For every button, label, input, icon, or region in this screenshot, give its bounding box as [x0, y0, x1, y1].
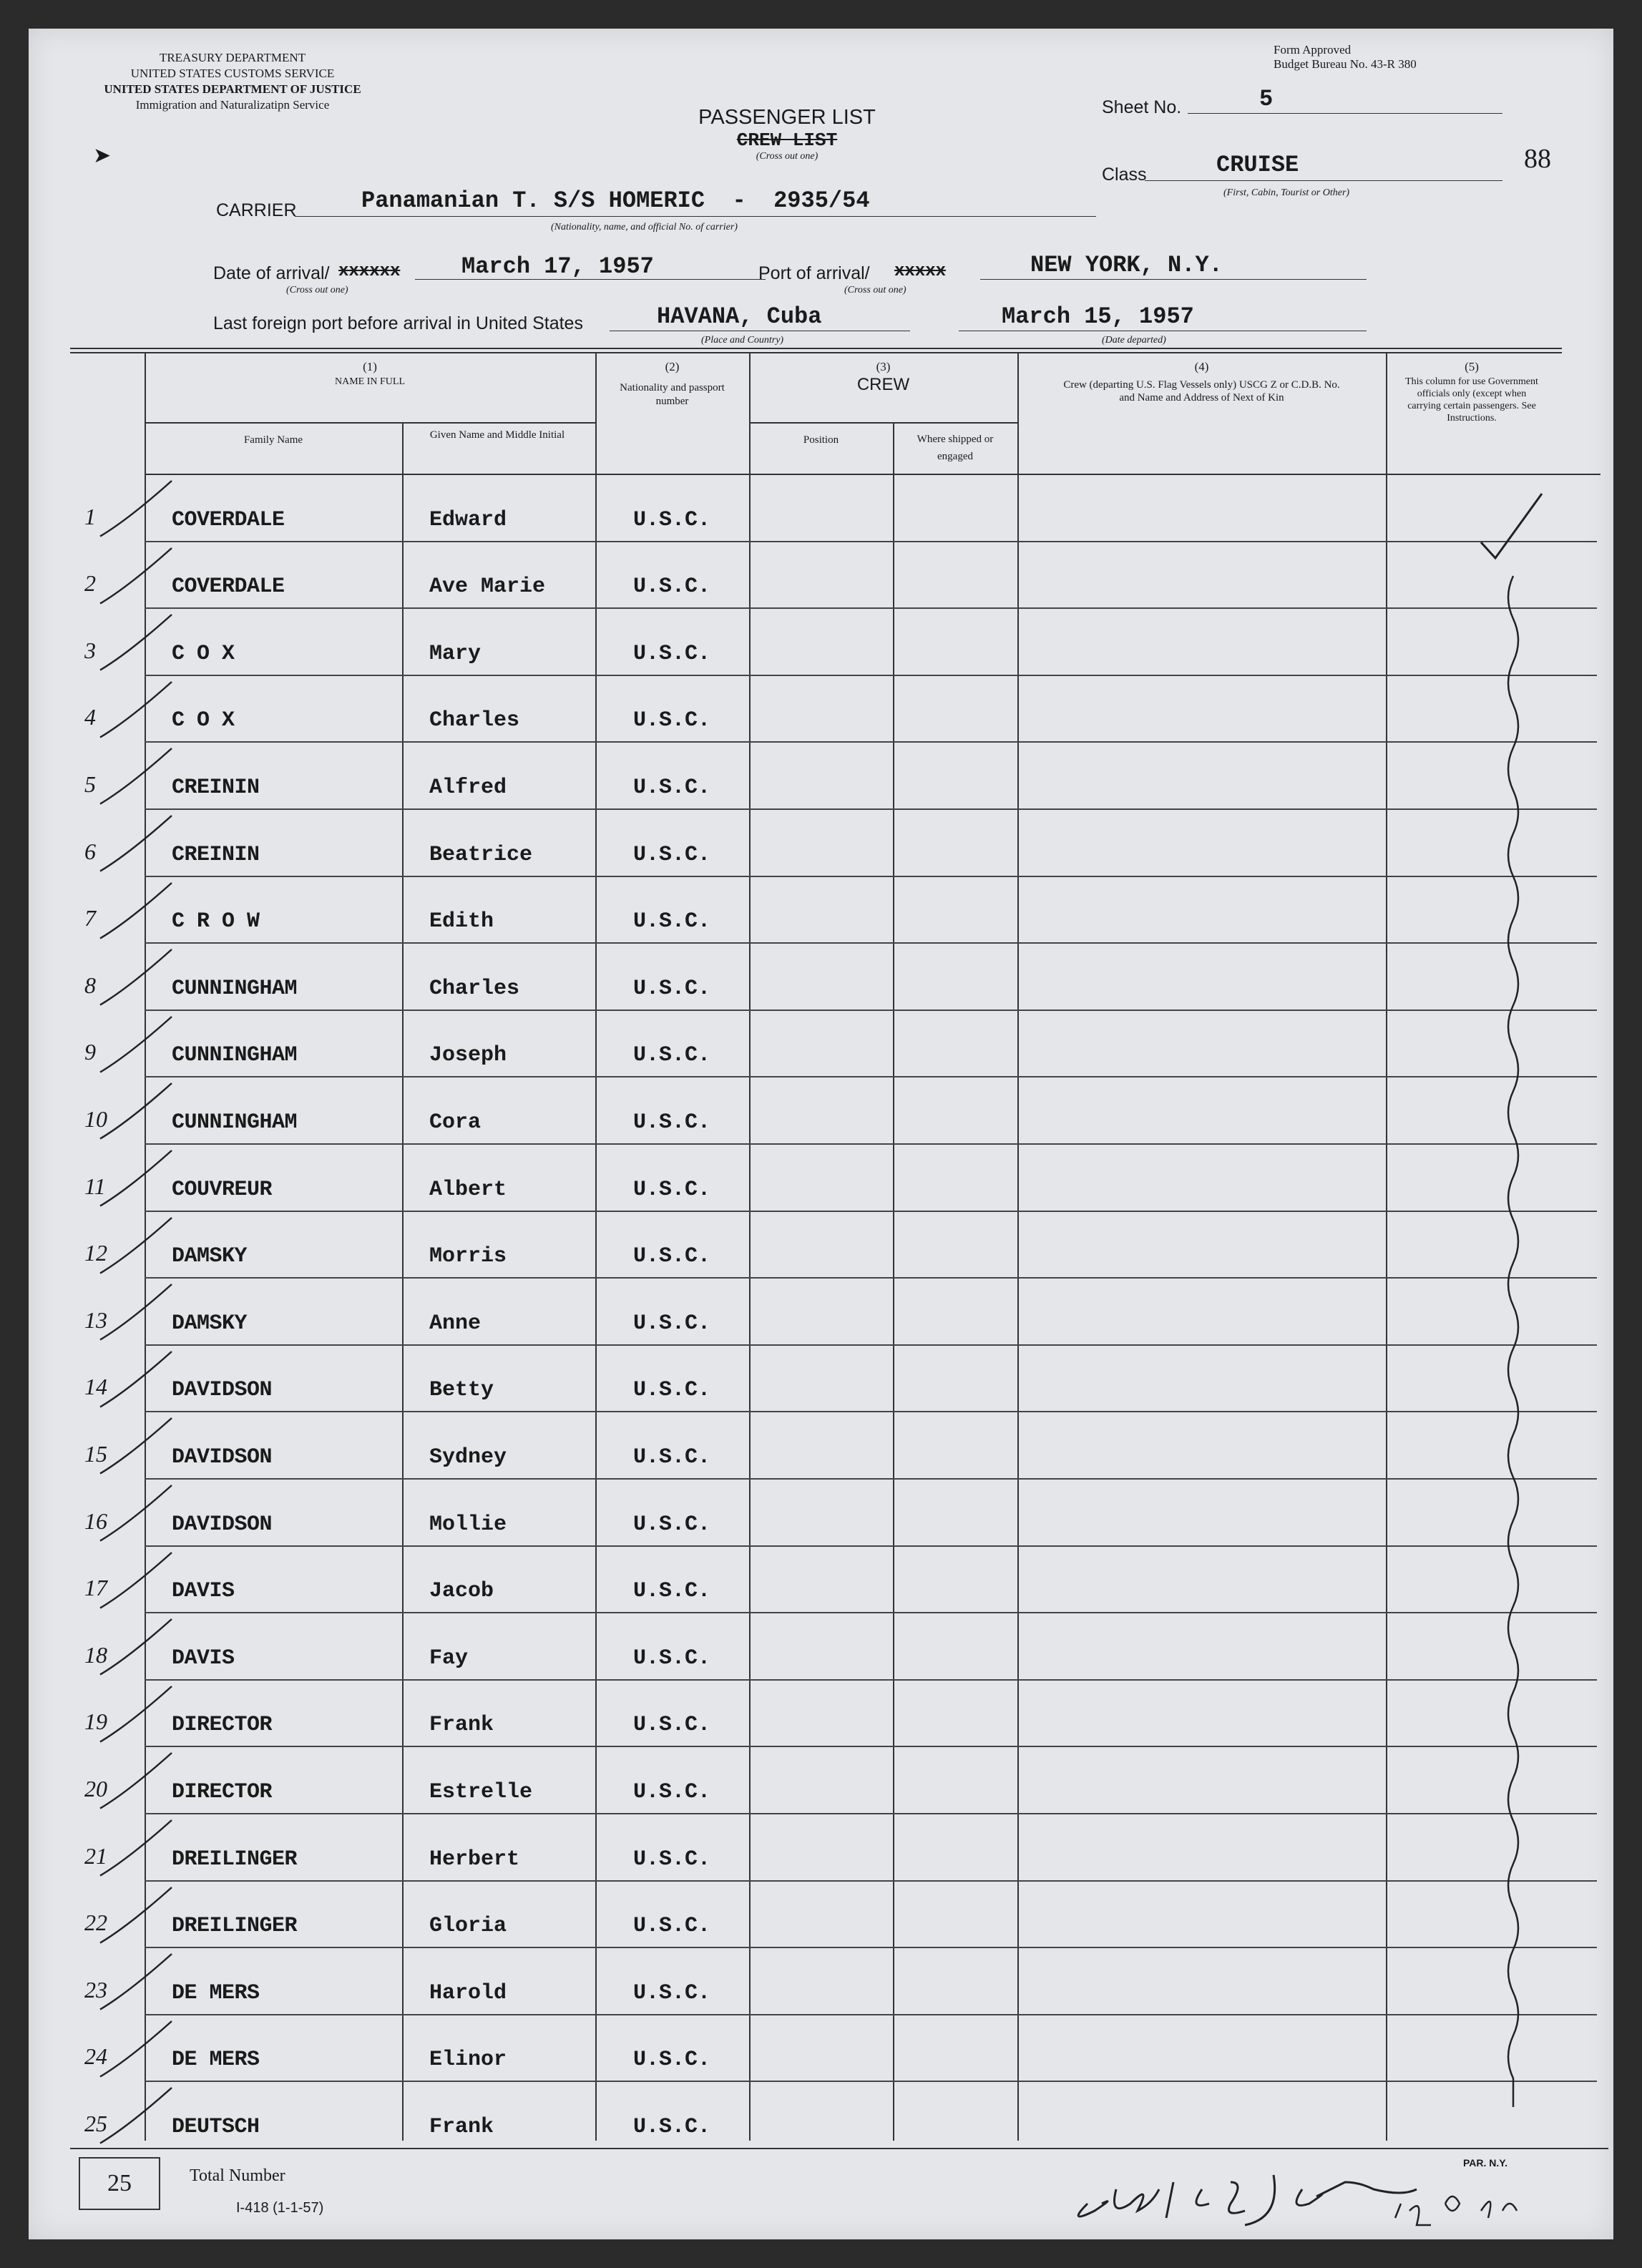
table-row	[29, 675, 1613, 742]
family-name-cell: DAMSKY	[172, 1311, 248, 1336]
nationality-cell: U.S.C.	[633, 1980, 711, 2005]
table-row	[29, 876, 1613, 943]
table-row	[29, 2014, 1613, 2081]
agency-line-4: Immigration and Naturalizatipn Service	[135, 98, 330, 112]
tick-stroke	[100, 1686, 172, 1742]
arrival-date-label: Date of arrival/	[213, 263, 330, 283]
row-number: 2	[84, 570, 96, 597]
given-name-cell: Morris	[429, 1244, 507, 1269]
tick-mark-icon	[79, 1880, 200, 1947]
col1-header	[145, 359, 595, 389]
family-name-cell: CUNNINGHAM	[172, 976, 298, 1001]
table-row	[29, 741, 1613, 808]
tick-mark-icon	[79, 2014, 200, 2081]
table-bottom-line	[70, 2148, 1608, 2149]
class-hint: (First, Cabin, Tourist or Other)	[1223, 187, 1350, 198]
given-name-cell: Albert	[429, 1177, 507, 1202]
agency-header	[79, 50, 386, 113]
last-port-hint: (Place and Country)	[701, 335, 784, 346]
arrival-port-underline	[980, 279, 1367, 280]
col5-number: (5)	[1465, 360, 1479, 373]
table-row	[29, 1746, 1613, 1813]
row-number: 5	[84, 771, 96, 797]
row-number: 7	[84, 905, 96, 932]
row-number: 8	[84, 972, 96, 998]
class-label: Class	[1102, 165, 1147, 185]
col3-number: (3)	[876, 360, 891, 373]
tick-mark-icon	[79, 1076, 200, 1143]
nationality-cell: U.S.C.	[633, 1378, 711, 1403]
tick-stroke	[100, 1150, 172, 1206]
given-name-cell: Joseph	[429, 1043, 507, 1068]
tick-stroke	[100, 1820, 172, 1876]
agency-line-3: UNITED STATES DEPARTMENT OF JUSTICE	[104, 82, 361, 96]
tick-stroke	[100, 1017, 172, 1072]
row-number: 17	[84, 1575, 107, 1601]
arrival-port-hint: (Cross out one)	[844, 285, 906, 295]
col1-title: NAME IN FULL	[335, 376, 405, 387]
table-row	[29, 1612, 1613, 1679]
tick-stroke	[100, 748, 172, 804]
nationality-cell: U.S.C.	[633, 1847, 711, 1872]
row-number: 12	[84, 1240, 107, 1266]
col2-header	[595, 359, 749, 409]
given-name-cell: Ave Marie	[429, 575, 546, 600]
class-underline	[1145, 180, 1502, 181]
table-row	[29, 808, 1613, 876]
given-name-cell: Alfred	[429, 775, 507, 800]
nationality-cell: U.S.C.	[633, 1244, 711, 1269]
table-row	[29, 1411, 1613, 1478]
family-name-cell: COVERDALE	[172, 575, 285, 600]
form-code: I-418 (1-1-57)	[236, 2200, 324, 2216]
arrival-date-struck: xxxxxx	[338, 262, 401, 281]
table-top-line-1	[70, 348, 1562, 349]
approval-block	[1274, 43, 1417, 72]
nationality-cell: U.S.C.	[633, 708, 711, 733]
arrival-date-hint: (Cross out one)	[286, 285, 348, 295]
nationality-cell: U.S.C.	[633, 2048, 711, 2073]
printer-mark: PAR. N.Y.	[1463, 2157, 1507, 2169]
given-name-cell: Gloria	[429, 1914, 507, 1939]
given-name-cell: Edward	[429, 507, 507, 532]
nationality-cell: U.S.C.	[633, 1311, 711, 1336]
arrival-port-struck: xxxxx	[894, 262, 947, 281]
table-row	[29, 1211, 1613, 1278]
col4-title: Crew (departing U.S. Flag Vessels only) USCG Z or C.D.B. No. and Name and Address of Next of Kin	[1063, 379, 1340, 404]
given-name-cell: Cora	[429, 1110, 482, 1135]
table-row	[29, 474, 1613, 541]
arrival-port-value: NEW YORK, N.Y.	[1030, 252, 1223, 278]
family-name-cell: DAVIS	[172, 1579, 235, 1604]
row-number: 15	[84, 1440, 107, 1467]
passenger-list-form	[29, 29, 1613, 2239]
tick-stroke	[100, 1753, 172, 1809]
arrival-port-label: Port of arrival/	[758, 263, 870, 283]
col3-where-header: Where shipped or engaged	[917, 434, 994, 462]
table-row	[29, 1947, 1613, 2014]
family-name-cell: CUNNINGHAM	[172, 1043, 298, 1068]
nationality-cell: U.S.C.	[633, 1914, 711, 1939]
family-name-cell: CREININ	[172, 775, 260, 800]
tick-mark-icon	[79, 1478, 200, 1545]
total-box: 25	[79, 2157, 160, 2210]
row-number: 13	[84, 1306, 107, 1333]
family-name-cell: C O X	[172, 641, 235, 666]
family-name-cell: DAMSKY	[172, 1244, 248, 1269]
tick-mark-icon	[79, 541, 200, 608]
given-name-cell: Beatrice	[429, 842, 533, 867]
table-row	[29, 607, 1613, 675]
table-row	[29, 1813, 1613, 1880]
table-row	[29, 1076, 1613, 1143]
row-number: 11	[84, 1173, 106, 1199]
row-number: 22	[84, 1910, 107, 1936]
agency-line-1: TREASURY DEPARTMENT	[159, 51, 306, 64]
row-number: 16	[84, 1507, 107, 1534]
tick-stroke	[100, 1485, 172, 1541]
tick-stroke	[100, 548, 172, 604]
given-name-cell: Harold	[429, 1980, 507, 2005]
family-name-cell: CREININ	[172, 842, 260, 867]
row-number: 20	[84, 1775, 107, 1802]
given-name-cell: Elinor	[429, 2048, 507, 2073]
family-name-cell: C R O W	[172, 909, 260, 934]
nationality-cell: U.S.C.	[633, 641, 711, 666]
tick-stroke	[100, 1218, 172, 1274]
col4-header	[1017, 359, 1386, 404]
last-port-date: March 15, 1957	[1002, 303, 1194, 330]
table-row	[29, 1010, 1613, 1077]
class-value: CRUISE	[1216, 152, 1299, 178]
given-name-cell: Fay	[429, 1646, 469, 1671]
given-name-cell: Frank	[429, 2114, 494, 2139]
nationality-cell: U.S.C.	[633, 1579, 711, 1604]
crew-subheader-line	[749, 422, 1017, 424]
table-row	[29, 1880, 1613, 1947]
nationality-cell: U.S.C.	[633, 1445, 711, 1470]
nationality-cell: U.S.C.	[633, 909, 711, 934]
given-name-cell: Charles	[429, 976, 520, 1001]
given-name-cell: Frank	[429, 1713, 494, 1738]
tick-mark-icon	[79, 1813, 200, 1880]
col2-title: Nationality and passport number	[620, 382, 725, 407]
nationality-cell: U.S.C.	[633, 1779, 711, 1804]
tick-mark-icon	[79, 2081, 200, 2148]
tick-stroke	[100, 1083, 172, 1139]
tick-mark-icon	[79, 1411, 200, 1478]
tick-mark-icon	[79, 808, 200, 876]
carrier-hint: (Nationality, name, and official No. of carrier)	[551, 222, 738, 233]
carrier-value: Panamanian T. S/S HOMERIC - 2935/54	[361, 187, 870, 214]
tick-stroke	[100, 1418, 172, 1474]
tick-mark-icon	[79, 675, 200, 742]
tick-mark-icon	[79, 1612, 200, 1679]
tick-stroke	[100, 883, 172, 939]
form-title-block	[658, 106, 916, 162]
nationality-cell: U.S.C.	[633, 1110, 711, 1135]
family-name-cell: COUVREUR	[172, 1177, 273, 1202]
pointer-mark-icon: ➤	[93, 144, 112, 167]
family-name-cell: C O X	[172, 708, 235, 733]
col1-given-header: Given Name and Middle Initial	[429, 429, 565, 441]
nationality-cell: U.S.C.	[633, 507, 711, 532]
col3-title: CREW	[856, 375, 910, 394]
signature-icon	[1059, 2161, 1574, 2239]
tick-stroke	[100, 1553, 172, 1608]
tick-stroke	[100, 2021, 172, 2077]
tick-stroke	[100, 816, 172, 871]
table-row	[29, 1277, 1613, 1344]
table-row	[29, 1478, 1613, 1545]
form-title-struck: CREW LIST	[736, 129, 838, 151]
col5-title: This column for use Government officials only (except when carrying certain passengers. See Instructions.	[1405, 376, 1538, 424]
family-name-cell: CUNNINGHAM	[172, 1110, 298, 1135]
page-number: 88	[1524, 144, 1551, 174]
tick-mark-icon	[79, 1344, 200, 1412]
family-name-cell: DAVIS	[172, 1646, 235, 1671]
tick-mark-icon	[79, 942, 200, 1010]
tick-stroke	[100, 1887, 172, 1943]
family-name-cell: DIRECTOR	[172, 1713, 273, 1738]
tick-stroke	[100, 2088, 172, 2144]
tick-mark-icon	[79, 1679, 200, 1746]
title-cross-out-note: (Cross out one)	[756, 151, 818, 162]
tick-stroke	[100, 682, 172, 738]
tick-mark-icon	[79, 1277, 200, 1344]
family-name-cell: DAVIDSON	[172, 1445, 273, 1470]
nationality-cell: U.S.C.	[633, 1043, 711, 1068]
row-number: 24	[84, 2043, 107, 2070]
family-name-cell: DREILINGER	[172, 1847, 298, 1872]
table-row	[29, 541, 1613, 608]
row-number: 1	[84, 503, 96, 529]
nationality-cell: U.S.C.	[633, 1646, 711, 1671]
table-row	[29, 1143, 1613, 1211]
nationality-cell: U.S.C.	[633, 976, 711, 1001]
tick-stroke	[100, 949, 172, 1005]
given-name-cell: Anne	[429, 1311, 482, 1336]
nationality-cell: U.S.C.	[633, 1177, 711, 1202]
wavy-line-icon	[1508, 576, 1518, 2107]
given-name-cell: Mary	[429, 641, 482, 666]
sheet-value: 5	[1259, 86, 1274, 112]
col5-header	[1386, 359, 1558, 424]
tick-mark-icon	[79, 1545, 200, 1613]
row-number: 4	[84, 704, 96, 730]
tick-stroke	[100, 481, 172, 537]
table-row	[29, 1545, 1613, 1613]
family-name-cell: DAVIDSON	[172, 1378, 273, 1403]
carrier-label: CARRIER	[216, 200, 297, 220]
passenger-rows	[29, 474, 1613, 2148]
tick-mark-icon	[79, 1010, 200, 1077]
tick-stroke	[100, 1284, 172, 1340]
form-title: PASSENGER LIST	[698, 106, 876, 129]
tick-stroke	[100, 1351, 172, 1407]
row-number: 25	[84, 2110, 107, 2136]
arrival-date-value: March 17, 1957	[461, 253, 654, 280]
given-name-cell: Mollie	[429, 1512, 507, 1537]
family-name-cell: DE MERS	[172, 2048, 260, 2073]
row-number: 18	[84, 1641, 107, 1668]
row-number: 9	[84, 1039, 96, 1065]
given-name-cell: Estrelle	[429, 1779, 533, 1804]
row-number: 14	[84, 1374, 107, 1400]
row-number: 21	[84, 1842, 107, 1869]
table-row	[29, 942, 1613, 1010]
given-name-cell: Herbert	[429, 1847, 520, 1872]
table-row	[29, 1679, 1613, 1746]
nationality-cell: U.S.C.	[633, 775, 711, 800]
family-name-cell: DEUTSCH	[172, 2114, 260, 2139]
col3-header	[749, 359, 1017, 392]
sheet-label: Sheet No.	[1102, 97, 1182, 117]
tick-mark-icon	[79, 876, 200, 943]
tick-mark-icon	[79, 1746, 200, 1813]
table-row	[29, 1344, 1613, 1412]
last-port-value: HAVANA, Cuba	[657, 303, 822, 330]
row-number: 23	[84, 1976, 107, 2003]
family-name-cell: DAVIDSON	[172, 1512, 273, 1537]
agency-line-2: UNITED STATES CUSTOMS SERVICE	[130, 67, 335, 80]
col2-number: (2)	[665, 360, 680, 373]
arrival-date-underline	[415, 279, 766, 280]
table-top-line-2	[70, 352, 1562, 353]
family-name-cell: DIRECTOR	[172, 1779, 273, 1804]
total-label: Total Number	[190, 2166, 285, 2185]
last-port-label: Last foreign port before arrival in United States	[213, 313, 583, 333]
row-number: 3	[84, 637, 96, 663]
tick-mark-icon	[79, 474, 200, 541]
nationality-cell: U.S.C.	[633, 842, 711, 867]
carrier-underline	[295, 216, 1096, 217]
tick-mark-icon	[79, 607, 200, 675]
given-name-cell: Sydney	[429, 1445, 507, 1470]
tick-stroke	[100, 615, 172, 670]
tick-stroke	[100, 1954, 172, 2010]
family-name-cell: COVERDALE	[172, 507, 285, 532]
check-mark-icon	[1481, 494, 1542, 558]
nationality-cell: U.S.C.	[633, 1713, 711, 1738]
row-number: 6	[84, 838, 96, 864]
nationality-cell: U.S.C.	[633, 1512, 711, 1537]
table-row	[29, 2081, 1613, 2148]
tick-mark-icon	[79, 1143, 200, 1211]
last-port-date-hint: (Date departed)	[1102, 335, 1166, 346]
row-number: 10	[84, 1105, 107, 1132]
tick-mark-icon	[79, 741, 200, 808]
family-name-cell: DE MERS	[172, 1980, 260, 2005]
given-name-cell: Charles	[429, 708, 520, 733]
nationality-cell: U.S.C.	[633, 575, 711, 600]
approval-line-1: Form Approved	[1274, 43, 1352, 57]
col1-family-header: Family Name	[243, 434, 303, 446]
sheet-underline	[1188, 113, 1502, 114]
tick-mark-icon	[79, 1947, 200, 2014]
given-name-cell: Jacob	[429, 1579, 494, 1604]
col4-number: (4)	[1194, 360, 1209, 373]
given-name-cell: Edith	[429, 909, 494, 934]
approval-line-2: Budget Bureau No. 43-R 380	[1274, 57, 1417, 71]
family-name-cell: DREILINGER	[172, 1914, 298, 1939]
col1-number: (1)	[363, 360, 377, 373]
official-column-marks	[1474, 487, 1553, 2146]
name-subheader-line	[145, 422, 595, 424]
nationality-cell: U.S.C.	[633, 2114, 711, 2139]
given-name-cell: Betty	[429, 1378, 494, 1403]
row-number: 19	[84, 1709, 107, 1735]
tick-stroke	[100, 1619, 172, 1675]
tick-mark-icon	[79, 1211, 200, 1278]
col3-position-header: Position	[803, 434, 839, 446]
